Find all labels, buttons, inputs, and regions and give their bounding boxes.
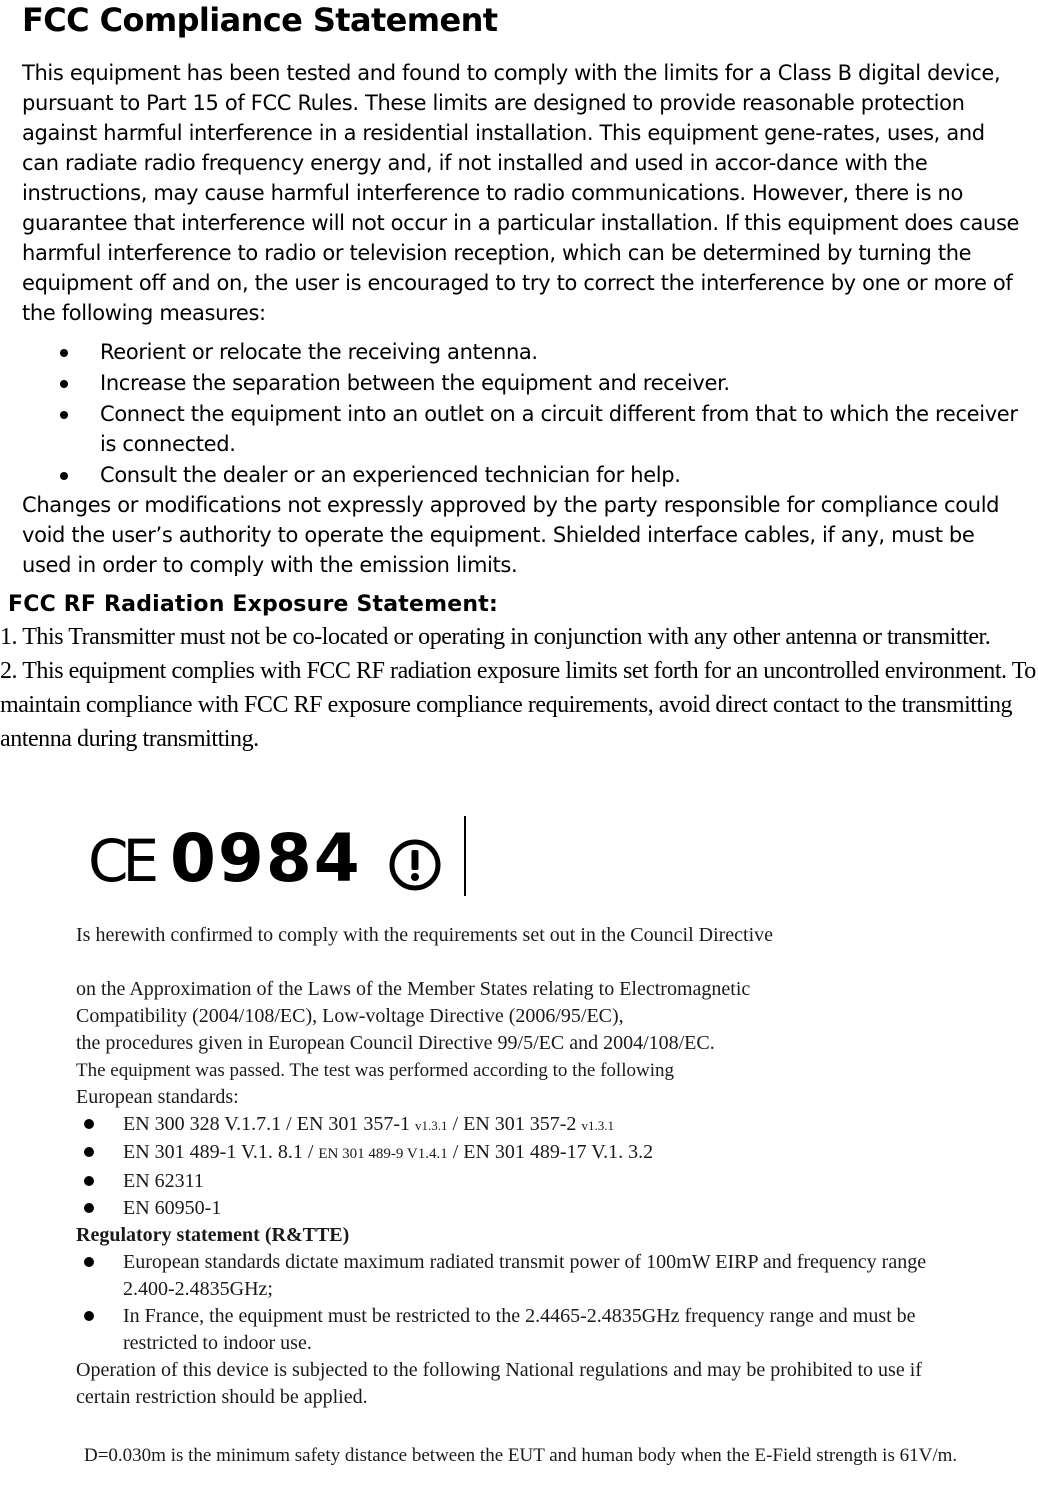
ce-logo: CE (88, 827, 154, 895)
ce-approx-line: Compatibility (2004/108/EC), Low-voltage Directive (2006/95/EC), (76, 1005, 624, 1027)
operation-text: Operation of this device is subjected to the following National regulations and may be prohibited to use if certain restriction should be applied. (76, 1359, 922, 1408)
ce-notified-body-number: 0984 (170, 820, 362, 897)
fcc-closing-paragraph: Changes or modifications not expressly approved by the party responsible for compliance could void the user’s authority to operate the equipment. Shielded interface cables, if any, must be used in order to comply with the emission limits. (22, 493, 1000, 576)
alert-circle-icon (388, 838, 442, 892)
ce-approx-line: the procedures given in European Council Directive 99/5/EC and 2004/108/EC. (76, 1032, 715, 1054)
rf-statement (0, 620, 1036, 756)
list-item: Increase the separation between the equipment and receiver. (22, 368, 1027, 398)
ce-passed-line: The equipment was passed. The test was performed according to the following (76, 1060, 674, 1081)
bullet-icon (60, 472, 68, 480)
ce-standards-list (76, 1111, 976, 1222)
regulatory-title: Regulatory statement (R&TTE) (76, 1224, 350, 1246)
list-item: Consult the dealer or an experienced technician for help. (22, 460, 1027, 490)
list-item: EN 300 328 V.1.7.1 / EN 301 357-1 v1.3.1 / EN 301 357-2 v1.3.1 (76, 1111, 976, 1139)
list-item: EN 60950-1 (76, 1195, 976, 1222)
ce-mark (88, 812, 478, 902)
list-item: EN 62311 (76, 1168, 976, 1195)
regulatory-list (76, 1249, 976, 1357)
safety-distance-note: D=0.030m is the minimum safety distance between the EUT and human body when the E-Field strength is 61V/m. (84, 1445, 958, 1466)
bullet-icon (84, 1147, 94, 1157)
fcc-intro-paragraph: This equipment has been tested and found to comply with the limits for a Class B digital device, pursuant to Part 15 of FCC Rules. These limits are designed to provide reasonable protection against harmful interference in a residential installation. This equipment gene-rates, uses, and can radiate radio frequency energy and, if not installed and used in accor-dance with the instructions, may cause harmful interference to radio communications. However, there is no guarantee that interference will not occur in a particular installation. If this equipment does cause harmful interference to radio or television reception, which can be determined by turning the equipment off and on, the user is encouraged to try to correct the interference by one or more of the following measures: (22, 61, 1020, 325)
list-item: Reorient or relocate the receiving antenna. (22, 337, 1027, 367)
list-item: EN 301 489-1 V.1. 8.1 / EN 301 489-9 V1.4.1 / EN 301 489-17 V.1. 3.2 (76, 1139, 976, 1168)
bullet-icon (60, 411, 68, 419)
list-item: In France, the equipment must be restricted to the 2.4465-2.4835GHz frequency range and must be restricted to indoor use. (76, 1303, 976, 1357)
ce-approx-line: on the Approximation of the Laws of the Member States relating to Electromagnetic (76, 978, 751, 1000)
bullet-icon (60, 349, 68, 357)
list-item: European standards dictate maximum radiated transmit power of 100mW EIRP and frequency range 2.400-2.4835GHz; (76, 1249, 976, 1303)
bullet-icon (84, 1311, 94, 1321)
divider (464, 816, 466, 896)
bullet-icon (84, 1203, 94, 1213)
fcc-title: FCC Compliance Statement (22, 1, 498, 39)
spacer (76, 949, 976, 976)
bullet-icon (60, 380, 68, 388)
list-item: Connect the equipment into an outlet on a circuit different from that to which the receiver is connected. (22, 399, 1027, 459)
ce-confirm-text: Is herewith confirmed to comply with the requirements set out in the Council Directive (76, 924, 774, 946)
ce-declaration (76, 922, 976, 1411)
rf-item-1: 1. This Transmitter must not be co-located or operating in conjunction with any other antenna or transmitter. (0, 624, 991, 650)
bullet-icon (84, 1119, 94, 1129)
ce-passed-line: European standards: (76, 1086, 239, 1108)
fcc-measures-list (22, 337, 1027, 491)
bullet-icon (84, 1257, 94, 1267)
rf-item-2: 2. This equipment complies with FCC RF radiation exposure limits set forth for an uncontrolled environment. To maintain compliance with FCC RF exposure compliance requirements, avoid direct contact to the transmitting antenna during transmitting. (0, 658, 1036, 752)
bullet-icon (84, 1176, 94, 1186)
rf-title: FCC RF Radiation Exposure Statement: (8, 592, 498, 617)
